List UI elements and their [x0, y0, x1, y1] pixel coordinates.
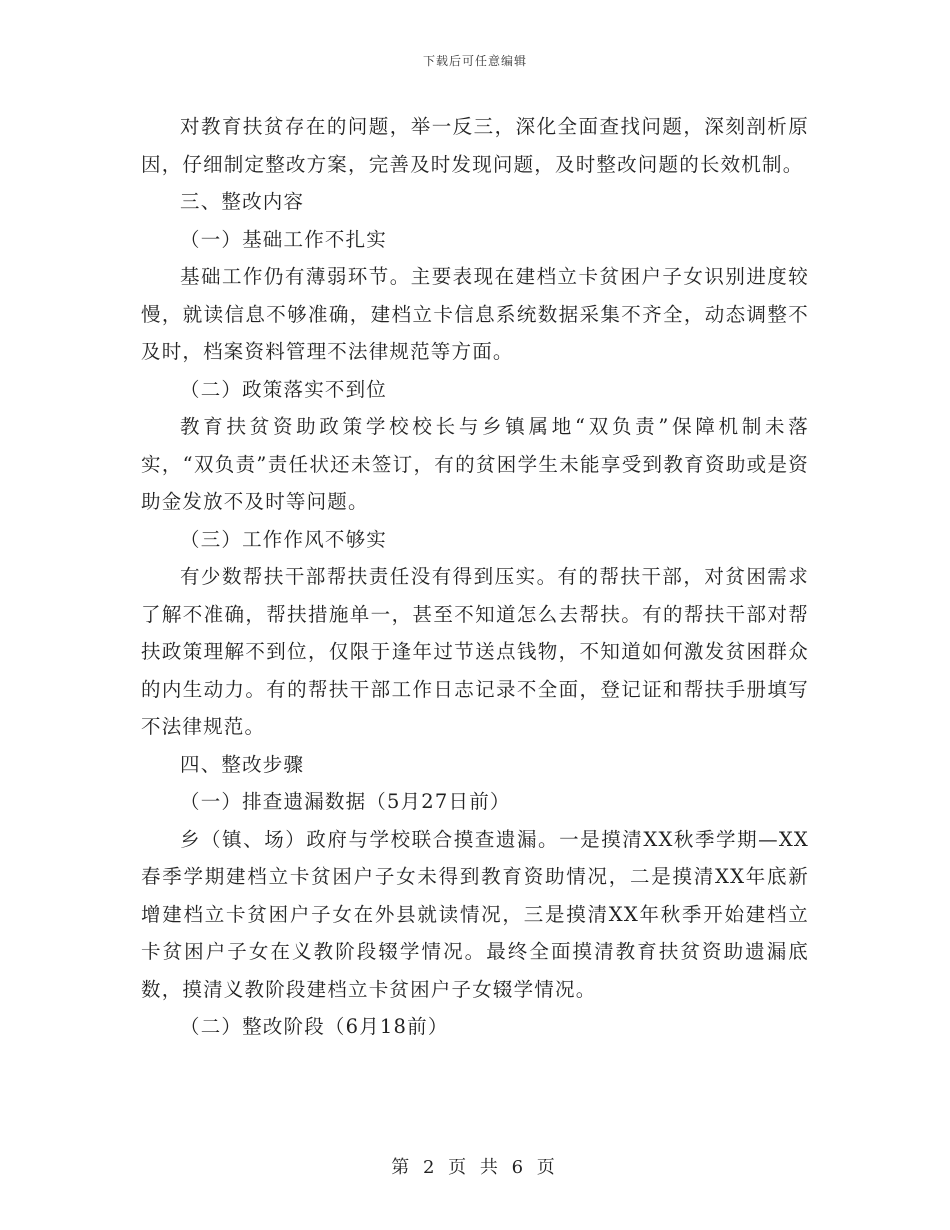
subheading-check-missing-data: （一）排查遗漏数据（5月27日前）	[180, 790, 511, 813]
subheading-work-style: （三）工作作风不够实	[180, 527, 388, 551]
page-header-note: 下载后可任意编辑	[422, 54, 527, 68]
paragraph-intro: 对教育扶贫存在的问题，举一反三，深化全面查找问题，深刻剖析原因，仔细制定整改方案，完善及时发现问题，及时整改问题的长效机制。	[141, 115, 809, 176]
paragraph-check-missing-data: 乡（镇、场）政府与学校联合摸查遗漏。一是摸清XX秋季学期—XX春季学期建档立卡贫困户子女未得到教育资助情况，二是摸清XX年底新增建档立卡贫困户子女在外县就读情况，三是摸清XX年秋季开始建档立卡贫困户子女在义教阶段辍学情况。最终全面摸清教育扶贫资助遗漏底数，摸清义教阶段建档立卡贫困户子女辍学情况。	[141, 827, 809, 1001]
subheading-policy-implementation: （二）政策落实不到位	[180, 377, 388, 401]
subheading-basic-work: （一）基础工作不扎实	[180, 227, 388, 251]
paragraph-basic-work: 基础工作仍有薄弱环节。主要表现在建档立卡贫困户子女识别进度较慢，就读信息不够准确，建档立卡信息系统数据采集不齐全，动态调整不及时，档案资料管理不法律规范等方面。	[141, 265, 809, 363]
section-heading-rectification-content: 三、整改内容	[180, 190, 305, 213]
paragraph-work-style: 有少数帮扶干部帮扶责任没有得到压实。有的帮扶干部，对贫困需求了解不准确，帮扶措施单一，甚至不知道怎么去帮扶。有的帮扶干部对帮扶政策理解不到位，仅限于逢年过节送点钱物，不知道如何激发贫困群众的内生动力。有的帮扶干部工作日志记录不全面，登记证和帮扶手册填写不法律规范。	[141, 565, 809, 738]
subheading-rectification-stage: （二）整改阶段（6月18前）	[180, 1015, 449, 1038]
page-number: 第 2 页 共 6 页	[391, 1157, 559, 1178]
paragraph-policy-implementation: 教育扶贫资助政策学校校长与乡镇属地“双负责”保障机制未落实，“双负责”责任状还未签订，有的贫困学生未能享受到教育资助或是资助金发放不及时等问题。	[141, 415, 809, 513]
section-heading-rectification-steps: 四、整改步骤	[180, 752, 305, 776]
document-body	[141, 108, 809, 1046]
